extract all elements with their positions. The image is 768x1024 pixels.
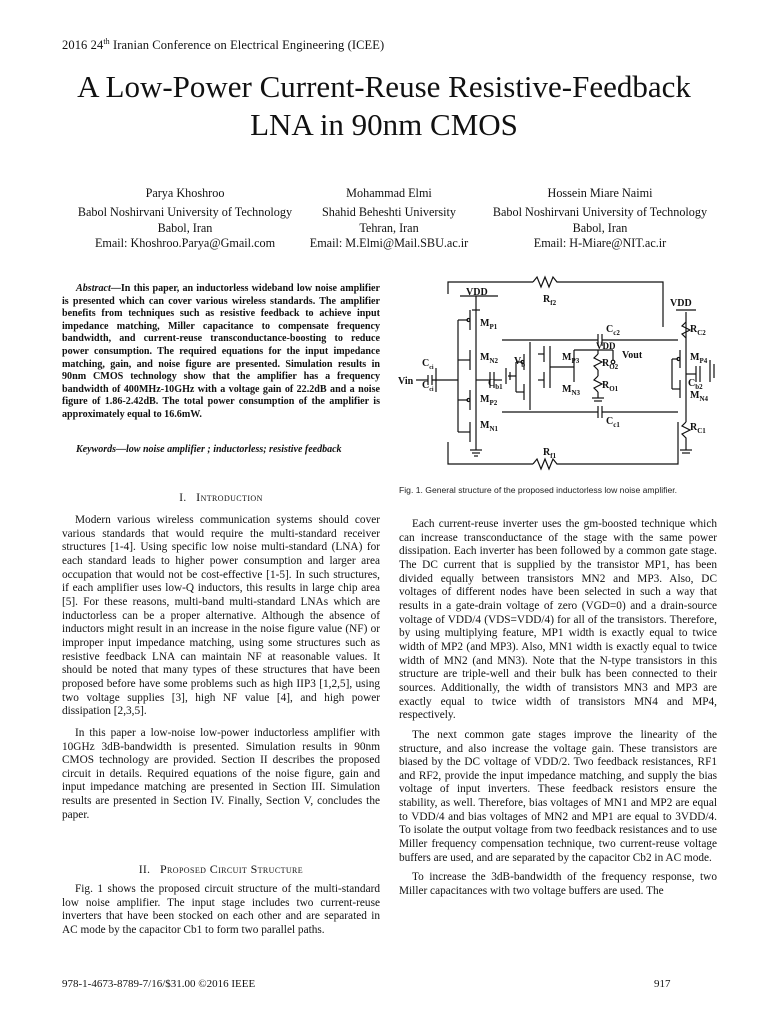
- ro1-label: $R_{O1}$: [602, 380, 619, 393]
- mn1-label: $M_{N1}$: [480, 420, 499, 433]
- author-location: Tehran, Iran: [359, 220, 419, 235]
- author-affiliation: Babol Noshirvani University of Technology: [492, 204, 708, 219]
- vdd-label: VDD: [466, 287, 488, 298]
- paragraph: Each current-reuse inverter uses the gm-boosted technique which can increase transconductance of the stage with the same power dissipation. Each inverter has been followed by a common gate stage. The DC current that is supplied by the transistor MP1, has been divided equally between transistors MN2 and MP3. Also, DC voltages of different nodes have been selected in such a way that results in a gate-drain voltage of zero (VGD=0) and a drain-source voltage of VDD/4 (VDS=VDD/4) for all of the transistors. Therefore, by using multiplying feature, MP1 width is exactly equal to twice width of MP2 (and MP3). Also, MN1 width is exactly equal to twice width of MN2 (and MN3). Note that the N-type transistors in this structure are triple-well and their bulk has been connected to their sources. Additionally, the width of transistors MN3 and MP3 are exactly equal to twice width of transistors MN4 and MP4, respectively.: [399, 518, 717, 722]
- author-email: Email: H-Miare@NIT.ac.ir: [533, 236, 667, 251]
- title-line-2: LNA in 90nm CMOS: [250, 107, 518, 142]
- section-heading-circuit: II. Proposed Circuit Structure: [138, 862, 304, 876]
- author-affiliation: Babol Noshirvani University of Technology: [77, 204, 293, 219]
- author-email: Email: M.Elmi@Mail.SBU.ac.ir: [309, 236, 469, 251]
- section-heading-introduction: I. Introduction: [179, 490, 263, 504]
- paragraph: To increase the 3dB-bandwidth of the frequency response, two Miller capacitances with two voltage buffers are used. The: [399, 871, 717, 898]
- author-name: Mohammad Elmi: [346, 186, 432, 200]
- figure-caption: Fig. 1. General structure of the proposed inductorless low noise amplifier.: [399, 485, 678, 495]
- cb2-label: $C_{b2}$: [688, 378, 703, 391]
- paragraph: In this paper a low-noise low-power inductorless amplifier with 10GHz 3dB-bandwidth is presented. Simulation results in 90nm CMOS technology are provided. Section II describes the proposed circuit in details. Required equations of the noise figure, gain and input impedance matching are presented in Section III. Simulation results are presented in Section IV. Finally, Section V, concludes the paper.: [62, 726, 380, 821]
- footer-copyright: 978-1-4673-8789-7/16/$31.00 ©2016 IEEE: [62, 978, 256, 990]
- page-number: 917: [654, 978, 671, 990]
- rc1-label: $R_{C1}$: [690, 422, 706, 435]
- author-name: Parya Khoshroo: [145, 186, 225, 200]
- mn2-label: $M_{N2}$: [480, 352, 499, 365]
- vdd-label: VDD: [670, 298, 692, 309]
- abstract-text: —In this paper, an inductorless wideband low noise amplifier is presented which can cover various wireless standards. The amplifier benefits from techniques such as resistive feedback to achieve input impedance matching, Miller capacitance to compensate frequency bandwidth, and current-reuse transconductance-boosting to reduce power consumption. The required equations for the input impedance matching, gain, and noise figure are presented. Simulation results in 90nm CMOS technology show that the amplifier has a frequency bandwidth of 400MHz-10GHz with a voltage gain of 22.2dB and a noise figure of 1.86-2.42dB. The total power consumption of the amplifier is approximately equal to 16.6mW.: [62, 283, 380, 420]
- vdd-label: VDD: [596, 341, 616, 351]
- circuit-schematic-figure: [398, 272, 740, 474]
- ci-label-bottom: $C_{ci}$: [422, 380, 434, 393]
- conference-header: 2016 24th Iranian Conference on Electrical Engineering (ICEE): [62, 37, 385, 53]
- author-email: Email: Khoshroo.Parya@Gmail.com: [94, 236, 276, 251]
- ro2-label: $R_{O2}$: [602, 358, 619, 371]
- author-location: Babol, Iran: [572, 220, 628, 235]
- author-block-3: [475, 186, 725, 252]
- paper-title: [30, 68, 738, 144]
- mn3-label: $M_{N3}$: [562, 384, 581, 397]
- paragraph: The next common gate stages improve the linearity of the structure, and also increase the voltage gain. These transistors are biased by the DC voltage of VDD/2. Two feedback resistances, RF1 and RF2, provide the input impedance matching, and supply the bias voltage of input inverters. These feedback resistors ensure the stability, as well. Therefore, bias voltages of MN1 and MP2 are equal to VDD/4 and bias voltages of MN2 and MP1 are equal to 3VDD/4. To isolate the output voltage from two feedback resistances and to use Miller frequency compensation technique, two current-reuse voltage buffers are used, and are separated by the capacitor Cb2 in AC mode.: [399, 728, 717, 864]
- ci-label-top: $C_{ci}$: [422, 358, 434, 371]
- author-affiliation: Shahid Beheshti University: [321, 204, 457, 219]
- vout-label: Vout: [622, 350, 643, 361]
- paragraph: Fig. 1 shows the proposed circuit structure of the multi-standard low noise amplifier. The input stage includes two current-reuse inverters that have been stocked on each other and are separated in AC mode by the capacitor Cb1 to form two parallel paths.: [62, 883, 380, 936]
- abstract-label: Abstract: [76, 283, 111, 294]
- cc1-label: $C_{c1}$: [606, 416, 620, 429]
- abstract: [62, 283, 380, 422]
- mn4-label: $M_{N4}$: [690, 390, 709, 403]
- rf1-label: $R_{f1}$: [543, 447, 557, 460]
- keywords: Keywords—low noise amplifier ; inductorless; resistive feedback: [76, 444, 342, 455]
- author-location: Babol, Iran: [157, 220, 213, 235]
- vb-label: $V_b$: [514, 356, 526, 369]
- rc2-label: $R_{C2}$: [690, 324, 706, 337]
- mp3-label: $M_{P3}$: [562, 352, 580, 365]
- introduction-body: [62, 514, 380, 822]
- mp4-label: $M_{P4}$: [690, 352, 708, 365]
- right-column-body: [399, 518, 717, 899]
- vin-label: Vin: [398, 376, 414, 387]
- cc2-label: $C_{c2}$: [606, 324, 620, 337]
- circuit-section-body: [62, 883, 380, 938]
- author-name: Hossein Miare Naimi: [547, 186, 653, 200]
- title-line-1: A Low-Power Current-Reuse Resistive-Feedback: [77, 69, 691, 104]
- cb1-label: $C_{b1}$: [488, 378, 503, 391]
- mp1-label: $M_{P1}$: [480, 318, 498, 331]
- mp2-label: $M_{P2}$: [480, 394, 498, 407]
- paragraph: Modern various wireless communication systems should cover various standards that would require the multi-standard receiver structures [1-4]. Using specific low noise multi-standard (LNA) for each standard leads to higher power consumption and larger area occupation that would not be cost-effective [1-5]. In such structures, if each amplifier uses low-Q inductors, this results in large chip area [5]. For these reasons, multi-band multi-standard LNAs which are inductorless can be a proper alternative. Although the absence of inductors might result in an increase in the noise figure value (NF) or improper input impedance matching, using some structures such as resistive feedback LNA can maintain NF at reasonable values. It should be noted that many types of these structures that have been proposed before have some problems such as high IIP3 [1,2,5], using two voltage supplies [3], high NF value [4], and high power dissipation [2,3,5].: [62, 514, 380, 718]
- rf2-label: $R_{f2}$: [543, 294, 557, 307]
